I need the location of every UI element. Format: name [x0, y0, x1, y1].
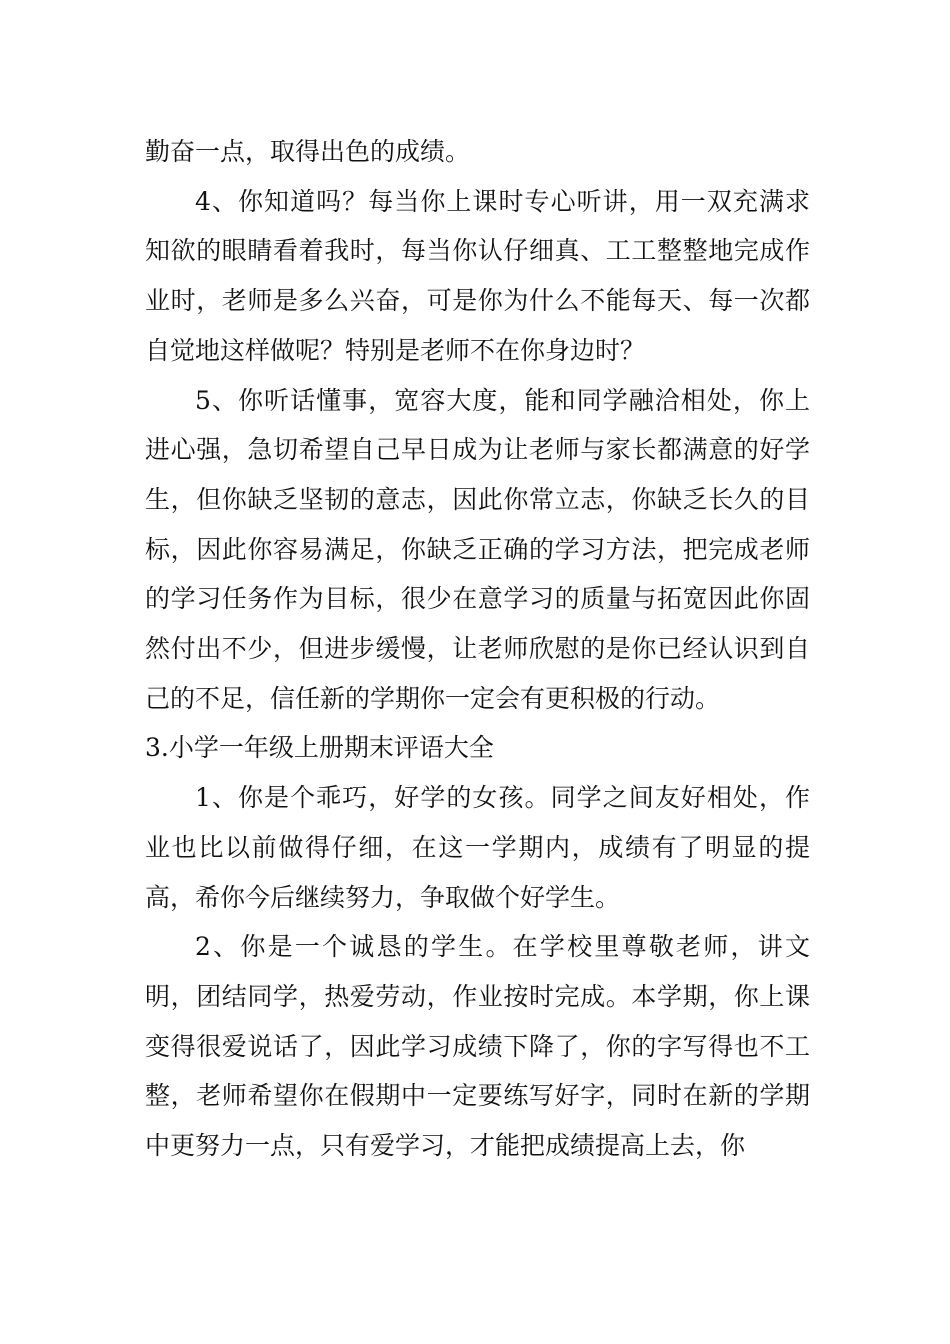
paragraph-comment-5: 5、你听话懂事，宽容大度，能和同学融洽相处，你上进心强，急切希望自己早日成为让老师与家长都满意的好学生，但你缺乏坚韧的意志，因此你常立志，你缺乏长久的目标，因此你容易满足，你缺乏正确的学习方法，把完成老师的学习任务作为目标，很少在意学习的质量与拓宽因此你固然付出不少，但进步缓慢，让老师欣慰的是你已经认识到自己的不足，信任新的学期你一定会有更积极的行动。	[145, 385, 810, 713]
paragraph-section-comment-1: 1、你是个乖巧，好学的女孩。同学之间友好相处，作业也比以前做得仔细，在这一学期内，成绩有了明显的提高，希你今后继续努力，争取做个好学生。	[145, 783, 810, 912]
document-body	[145, 127, 810, 1171]
paragraph-section-comment-2: 2、你是一个诚恳的学生。在学校里尊敬老师，讲文明，团结同学，热爱劳动，作业按时完成。本学期，你上课变得很爱说话了，因此学习成绩下降了，你的字写得也不工整，老师希望你在假期中一定要练写好字，同时在新的学期中更努力一点，只有爱学习，才能把成绩提高上去，你	[145, 932, 810, 1161]
paragraph-continuation: 勤奋一点，取得出色的成绩。	[145, 137, 471, 166]
section-heading: 3.小学一年级上册期末评语大全	[145, 733, 494, 763]
paragraph-comment-4: 4、你知道吗？每当你上课时专心听讲，用一双充满求知欲的眼睛看着我时，每当你认仔细真、工工整整地完成作业时，老师是多么兴奋，可是你为什么不能每天、每一次都自觉地这样做呢？特别是老师不在你身边时？	[145, 186, 810, 365]
